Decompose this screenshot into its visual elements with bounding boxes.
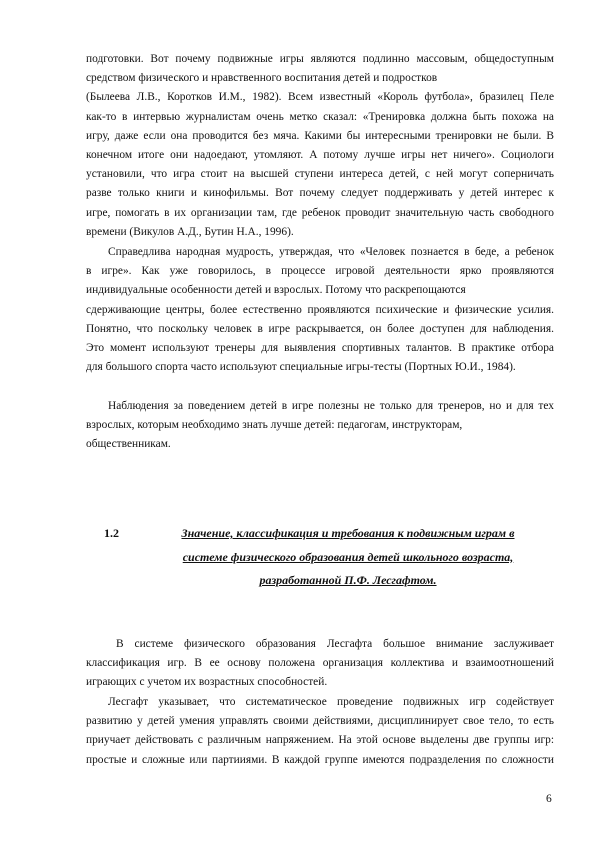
text-line: как-то в интервью журналистам очень метко сказал: «Тренировка должна быть похожа на — [86, 110, 554, 123]
text-line: индивидуальные особенности детей и взрослых. Потому что раскрепощаются — [86, 284, 466, 297]
paragraph-1 — [86, 50, 554, 242]
text-line: классификация игр. В ее основу положена организация коллектива и взаимоотношений — [86, 657, 554, 670]
text-line: Справедлива народная мудрость, утверждая, что «Человек познается в беде, а ребенок — [108, 246, 554, 258]
paragraph-3 — [86, 397, 554, 455]
page-number: 6 — [546, 793, 552, 805]
paragraph-2 — [86, 243, 554, 377]
section-number: 1.2 — [104, 526, 119, 540]
text-line: взрослых, которым необходимо знать лучше детей: педагогам, инструкторам, — [86, 419, 463, 432]
text-line: разве только книги и кинофильмы. Вот почему следует поддерживать у детей интерес к — [86, 187, 554, 200]
text-line: в игре». Как уже говорилось, в процессе игровой деятельности ярко проявляются — [86, 265, 554, 278]
text-line: игре, помогать в их организации там, где ребенок проводит значительную часть свободного — [86, 206, 554, 219]
text-line: играющих с учетом их возрастных способностей. — [86, 676, 328, 689]
text-line: приучает действовать с различным напряжением. На этой основе выделены две группы игр: — [86, 734, 554, 747]
text-line: времени (Викулов А.Д., Бутин Н.А., 1996). — [86, 225, 294, 238]
text-line: простые и сложные или партииями. В каждой группе имеются подразделения по сложности — [86, 753, 554, 766]
paragraph-5 — [86, 693, 554, 770]
text-line: установили, что игра стоит на высшей ступени интереса детей, с ней могут соперничать — [86, 168, 554, 181]
text-line: Наблюдения за поведением детей в игре полезны не только для тренеров, но и для тех — [108, 400, 554, 412]
text-line: для большого спорта часто используют специальные игры-тесты (Портных Ю.И., 1984). — [86, 361, 516, 374]
text-line: развитию у детей умения управлять своими действиями, дисциплинирует свое тело, то есть — [86, 715, 554, 728]
text-line: Лесгафт указывает, что систематическое проведение подвижных игр содействует — [108, 696, 554, 708]
text-line: подготовки. Вот почему подвижные игры являются подлинно массовым, общедоступным — [86, 53, 554, 65]
text-line: Понятно, что поскольку человек в игре раскрывается, он более доступен для наблюдения. — [86, 322, 554, 335]
text-line: Это момент используют тренеры для выявления спортивных талантов. В практике отбора — [86, 342, 554, 355]
text-line: конечном итоге они надоедают, утомляют. А потому лучше игры нет ничего». Социологи — [86, 149, 554, 162]
section-title-line: Значение, классификация и требования к подвижным играм в — [181, 526, 515, 540]
section-title-line: системе физического образования детей школьного возраста, — [182, 549, 514, 564]
text-line: В системе физического образования Лесгафта большое внимание заслуживает — [116, 638, 554, 650]
text-line: сдерживающие центры, более естественно проявляются психические и физические усилия. — [86, 303, 554, 316]
paragraph-4 — [86, 635, 554, 693]
text-line: игру, даже если она проводится без мяча. Какими бы интересными тренировки не были. В — [86, 129, 554, 142]
section-title-line: разработанной П.Ф. Лесгафтом. — [259, 573, 437, 587]
section-title — [148, 522, 548, 593]
text-line: средством физического и нравственного воспитания детей и подростков — [86, 72, 438, 85]
text-line: общественникам. — [86, 438, 171, 451]
text-line: (Былеева Л.В., Коротков И.М., 1982). Всем известный «Король футбола», бразилец Пеле — [86, 91, 554, 104]
